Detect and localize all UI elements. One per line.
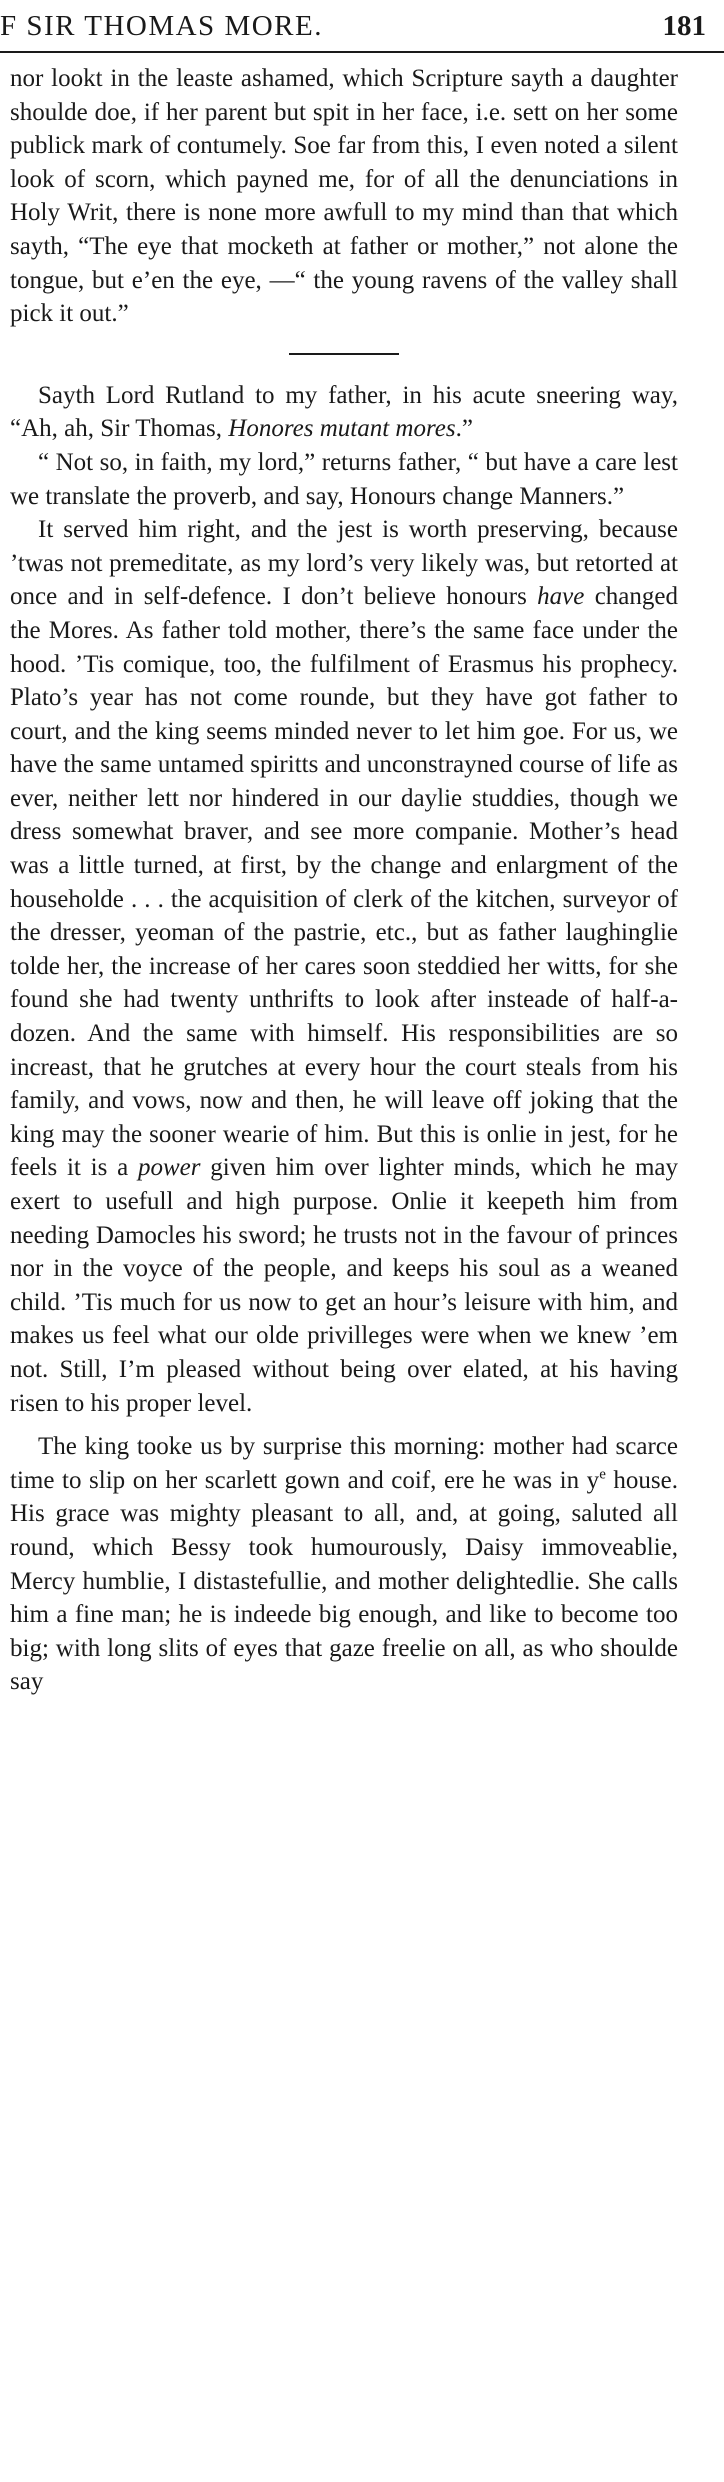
emphasis-have: have: [537, 583, 585, 611]
running-title: F SIR THOMAS MORE.: [0, 10, 323, 42]
paragraph-reply: “ Not so, in faith, my lord,” returns father, “ but have a care lest we translate the proverb, and say, Honours change Manners.”: [10, 448, 678, 510]
paragraph-rutland: Sayth Lord Rutland to my father, in his acute sneering way, “Ah, ah, Sir Thomas, Honores mutant mores.”: [10, 381, 678, 443]
page-number: 181: [662, 10, 706, 42]
running-head: [0, 0, 724, 60]
section-divider: [289, 353, 399, 355]
paragraph-jest: It served him right, and the jest is worth preserving, because ’twas not premeditate, as my lord’s very likely was, but retorted at once and in self-defence. I don’t believe honours have changed the Mores. As father told mother, there’s the same face under the hood. ’Tis comique, too, the fulfilment of Erasmus his prophecy. Plato’s year has not come rounde, but they have got father to court, and the king seems minded never to let him goe. For us, we have the same untamed spiritts and unconstrayned course of life as ever, neither lett nor hindered in our daylie studdies, though we dress somewhat braver, and see more companie. Mother’s head was a little turned, at first, by the change and enlargment of the householde . . . the acquisition of clerk of the kitchen, surveyor of the dresser, yeoman of the pastrie, etc., but as father laughinglie tolde her, the increase of her cares soon steddied her witts, for she found she had twenty unthrifts to look after insteade of half-a-dozen. And the same with himself. His responsibilities are so increast, that he grutches at every hour the court steals from his family, and vows, now and then, he will leave off joking that the king may the sooner wearie of him. But this is onlie in jest, for he feels it is a power given him over lighter minds, which he may exert to usefull and high purpose. Onlie it keepeth him from needing Damocles his sword; he trusts not in the favour of princes nor in the voyce of the people, and keeps his soul as a weaned child. ’Tis much for us now to get an hour’s leisure with him, and makes us feel what our olde privilleges were when we knew ’em not. Still, I’m pleased without being over elated, at his having risen to his proper level.: [10, 516, 678, 1417]
latin-phrase: Honores mutant mores: [228, 415, 456, 443]
emphasis-power: power: [138, 1154, 201, 1182]
superscript-e: e: [599, 1466, 606, 1483]
header-rule: [0, 51, 724, 53]
paragraph-scripture: nor lookt in the leaste ashamed, which Scripture sayth a daughter shoulde doe, if her parent but spit in her face, i.e. sett on her some publick mark of contumely. Soe far from this, I even noted a silent look of scorn, which payned me, for of all the denunciations in Holy Writ, there is none more awfull to my mind than that which sayth, “The eye that mocketh at father or mother,” not alone the tongue, but e’en the eye, —“ the young ravens of the valley shall pick it out.”: [10, 65, 678, 328]
paragraph-king-visit: The king tooke us by surprise this morning: mother had scarce time to slip on her scarlett gown and coif, ere he was in $y^e$ house. His grace was mighty pleasant to all, and, at going, saluted all round, which Bessy took humourously, Daisy immoveablie, Mercy humblie, I distastefullie, and mother delightedlie. She calls him a fine man; he is indeede big enough, and like to become too big; with long slits of eyes that gaze freelie on all, as who shoulde say: [10, 1433, 679, 1696]
body-text: [10, 62, 678, 1699]
